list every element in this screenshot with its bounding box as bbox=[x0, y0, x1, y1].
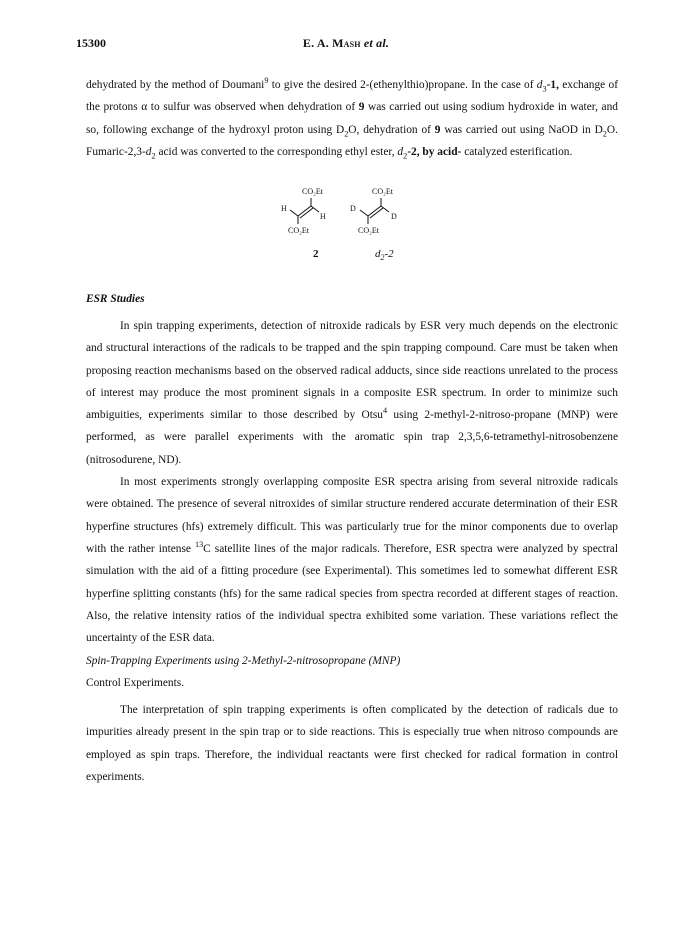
esr-section-body bbox=[86, 315, 618, 649]
fumarate-structures-svg bbox=[278, 182, 418, 248]
d-left: D bbox=[350, 204, 356, 213]
co2et-top-left: CO₂Et bbox=[302, 187, 324, 196]
citation-ref: 9 bbox=[264, 76, 269, 86]
et-al: et al. bbox=[363, 36, 390, 50]
d-right: D bbox=[391, 212, 397, 221]
page-number: 15300 bbox=[76, 36, 106, 50]
co2et-bottom-left: CO₂Et bbox=[288, 226, 310, 235]
compound-label-d2-2: $d_2-2$ bbox=[375, 248, 394, 263]
structure-2 bbox=[281, 187, 326, 235]
compound-label-2: 2 bbox=[313, 248, 319, 260]
control-section-body bbox=[86, 699, 618, 788]
page-header bbox=[0, 36, 692, 56]
author-surname: Mash bbox=[332, 36, 361, 50]
esr-paragraph-2: In most experiments strongly overlapping composite ESR spectra arising from several nitroxide radicals were obtained. The presence of several nitroxides of similar structure rendered accurate determination of their ESR hyperfine structures (hfs) extremely difficult. This was particularly true for the minor components due to overlap with the rather intense $^{13}$C satellite lines of the major radicals. Therefore, ESR spectra were analyzed by spectral simulation with the aid of a fitting procedure (see Experimental). This sometimes led to somewhat different ESR hyperfine splitting constants (hfs) for the same radical species from spectra recorded at different stages of reaction. Also, the relative intensity ratios of the individual spectra exhibited some variation. These variations reflect the uncertainty of the ESR data. bbox=[86, 476, 618, 645]
esr-paragraph-1: In spin trapping experiments, detection of nitroxide radicals by ESR very much depends on the electronic and structural interactions of the radicals to be trapped and the spin trapping compound. Care must be taken when proposing reaction mechanisms based on the observed radical adducts, since side reactions unrelated to the process of interest may produce the most prominent signals in a composite ESR spectrum. In order to minimize such ambiguities, experiments similar to those described by Otsu$^4$ using 2-methyl-2-nitroso-propane (MNP) were performed, as were parallel experiments with the aromatic spin trap 2,3,5,6-tetramethyl-nitrosobenzene (nitrosodurene, ND). bbox=[86, 320, 618, 466]
esr-studies-heading: ESR Studies bbox=[86, 293, 145, 305]
control-paragraph-1: The interpretation of spin trapping experiments is often complicated by the detection of radicals due to impurities already present in the spin trap or to side reactions. This is especially true when nitroso compounds are employed as spin traps. Therefore, the individual reactants were first checked for radical formation in control experiments. bbox=[86, 704, 618, 783]
control-experiments-heading: Control Experiments. bbox=[86, 677, 185, 689]
citation-ref: 4 bbox=[383, 406, 388, 416]
co2et-bottom-right: CO₂Et bbox=[358, 226, 380, 235]
running-head bbox=[0, 36, 692, 51]
chemical-structures bbox=[278, 182, 418, 268]
structure-d2-2 bbox=[350, 187, 397, 235]
paragraph-dehydration: dehydrated by the method of Doumani$^9$ to give the desired 2-(ethenylthio)propane. In the case of $d_3-1$, exchange of the protons α to sulfur was observed when dehydration of 9 was carried out using sodium hydroxide in water, and so, following exchange of the hydroxyl proton using $D_2O$, dehydration of 9 was carried out using NaOD in $D_2O$. Fumaric-$2,3-d_2$ acid was converted to the corresponding ethyl ester, $d_2-2$, by acid- catalyzed esterification. bbox=[86, 76, 618, 161]
co2et-top-right: CO₂Et bbox=[372, 187, 394, 196]
h-right: H bbox=[320, 212, 326, 221]
spin-trapping-heading: Spin-Trapping Experiments using 2-Methyl-2-nitrosopropane (MNP) bbox=[86, 655, 401, 667]
author-initials: E. A. bbox=[302, 36, 329, 50]
h-left: H bbox=[281, 204, 287, 213]
